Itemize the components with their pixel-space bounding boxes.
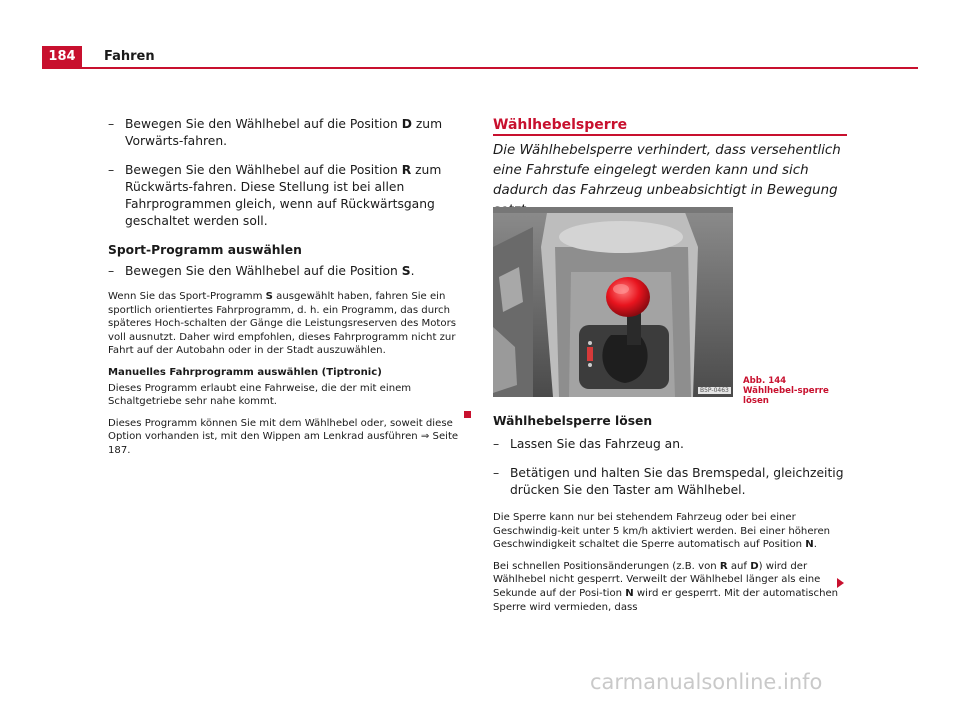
step-dash: – <box>108 264 115 278</box>
step-dash: – <box>493 466 500 480</box>
text-run: Bewegen Sie den Wählhebel auf die Position <box>125 163 402 177</box>
step-start-vehicle <box>493 436 853 453</box>
lock-paragraph-1 <box>493 511 853 552</box>
text-run: Bewegen Sie den Wählhebel auf die Position <box>125 117 402 131</box>
text-run: Betätigen und halten Sie das Bremspedal, gleichzeitig drücken Sie den Taster am Wählhebel. <box>510 466 844 497</box>
text-run: Wenn Sie das Sport-Programm <box>108 291 266 302</box>
continue-arrow-icon <box>837 578 844 588</box>
section-end-marker <box>464 411 471 418</box>
rich <box>510 466 844 497</box>
header-rule <box>42 67 918 69</box>
text-run: Die Sperre kann nur bei stehendem Fahrzeug oder bei einer Geschwindig-keit unter 5 km/h aktiviert werden. Bei einer höheren Geschwindigkeit schaltet die Sperre automatisch auf Position <box>493 512 831 551</box>
bold-term: D <box>750 560 759 572</box>
step-brake-button <box>493 465 853 499</box>
section-title: Fahren <box>104 49 155 64</box>
text-run: zum Vorwärts-fahren. <box>125 117 443 148</box>
text-run: Bei schnellen Positionsänderungen (z.B. von <box>493 560 720 572</box>
release-heading: Wählhebelsperre lösen <box>493 414 653 428</box>
rich <box>125 117 442 148</box>
bold-term: S <box>401 264 411 278</box>
text-run: auf <box>727 560 751 572</box>
text-run: Lassen Sie das Fahrzeug an. <box>510 437 684 451</box>
text-run: ausgewählt haben, fahren Sie ein sportlich orientiertes Fahrprogramm, d. h. ein Programm, das durch späteres Hoch-schalten der Gänge die Leistungsreserven des Motors voll ausnutzt. Daher wird empfohlen, dieses Fahrprogramm nicht zur Fahrt auf der Autobahn oder in der Stadt auszuwählen. <box>108 291 456 357</box>
step-dash: – <box>108 163 115 177</box>
lock-paragraph-2 <box>493 560 853 614</box>
bold-term: N <box>805 539 814 551</box>
manual-paragraph-2: Dieses Programm können Sie mit dem Wählhebel oder, soweit diese Option vorhanden ist, mit den Wippen am Lenkrad ausführen ⇒ Seite 187. <box>108 417 459 456</box>
intro-text: Die Wählhebelsperre verhindert, dass versehentlich eine Fahrstufe eingelegt werden kann und sich dadurch das Fahrzeug unbeabsichtigt in Bewegung <box>493 143 841 198</box>
bold-term: S <box>265 291 273 302</box>
figure-selector-lever <box>493 207 733 397</box>
right-title: Wählhebelsperre <box>493 117 628 133</box>
watermark: carmanualsonline.info <box>590 670 823 694</box>
page-number: 184 <box>42 46 82 68</box>
right-title-rule <box>493 134 847 136</box>
bold-term: R <box>719 560 728 572</box>
step-dash: – <box>108 117 115 131</box>
sport-paragraph <box>108 290 468 358</box>
step-reverse <box>108 162 468 230</box>
text-run: . <box>813 539 817 551</box>
left-column <box>108 116 468 466</box>
text-run: zum Rückwärts-fahren. Diese Stellung ist bei allen Fahrprogrammen gleich, wenn auf Rückwärtsgang geschaltet werden soll. <box>125 163 442 228</box>
sport-heading: Sport-Programm auswählen <box>108 243 302 257</box>
text-run: ) wird der Wählhebel nicht gesperrt. Verweilt der Wählhebel länger als eine Sekunde auf der Posi-tion <box>493 560 821 599</box>
rich <box>125 264 414 278</box>
step-forward <box>108 116 468 150</box>
text-run: wird er gesperrt. Mit der automatischen Sperre wird vermieden, dass <box>493 587 839 613</box>
rich <box>125 163 441 228</box>
text-run: . <box>410 264 415 278</box>
figure-caption: Abb. 144 Wählhebel-sperre lösen <box>743 376 829 406</box>
release-section <box>493 413 853 622</box>
bold-term: R <box>401 163 412 177</box>
bold-term: D <box>401 117 412 131</box>
manual-paragraph-1: Dieses Programm erlaubt eine Fahrweise, die der mit einem Schaltgetriebe sehr nahe kommt. <box>108 382 412 408</box>
figure-code: B5P-0463 <box>700 387 729 394</box>
text-run: Bewegen Sie den Wählhebel auf die Position <box>125 264 402 278</box>
manual-heading: Manuelles Fahrprogramm auswählen (Tiptronic) <box>108 366 382 378</box>
gear-lever-illustration <box>493 207 733 397</box>
step-sport <box>108 263 468 280</box>
step-dash: – <box>493 437 500 451</box>
right-header <box>493 116 853 134</box>
bold-term: N <box>625 587 634 599</box>
rich <box>510 437 684 451</box>
